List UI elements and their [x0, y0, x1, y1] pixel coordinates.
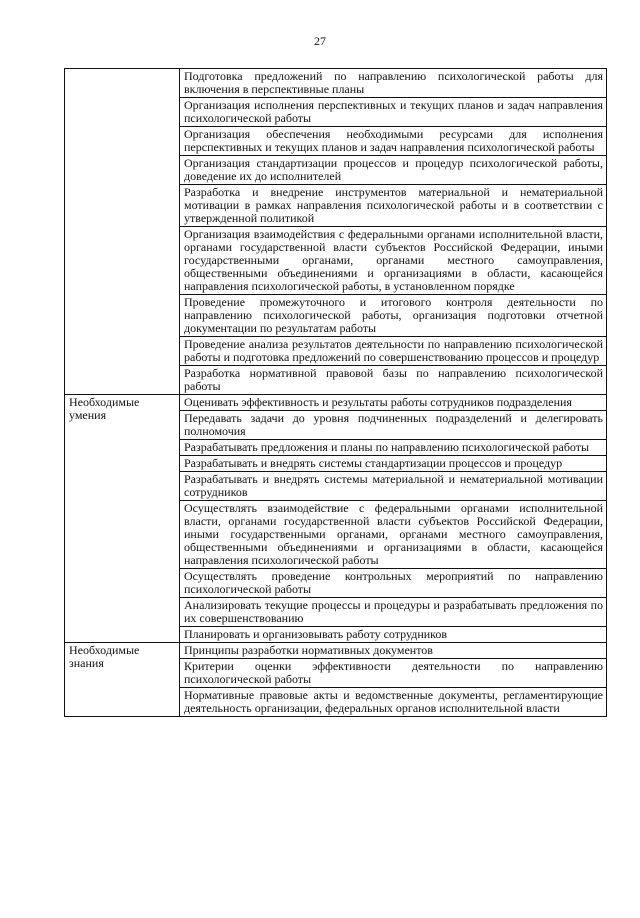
description-cell: Организация обеспечения необходимыми ресурсами для исполнения перспективных и текущих планов и задач направления психологической работы: [180, 127, 607, 156]
page-number: 27: [314, 34, 326, 48]
description-cell: Осуществлять проведение контрольных мероприятий по направлению психологической работы: [180, 569, 607, 598]
description-cell: Проведение промежуточного и итогового контроля деятельности по направлению психологической работы, организация подготовки отчетной документации по результатам работы: [180, 295, 607, 337]
table-row: [65, 395, 607, 411]
description-cell: Осуществлять взаимодействие с федеральными органами исполнительной власти, органами государственной власти субъектов Российской Федерации, иными государственными органами, органами местного самоуправления, общественными объединениями и организациями в области, касающейся направления психологической работы: [180, 501, 607, 569]
description-cell: Оценивать эффективность и результаты работы сотрудников подразделения: [180, 395, 607, 411]
qualification-table: [64, 68, 607, 717]
description-cell: Разработка и внедрение инструментов материальной и нематериальной мотивации в рамках направления психологической работы и в соответствии с утвержденной политикой: [180, 185, 607, 227]
description-cell: Разрабатывать и внедрять системы стандартизации процессов и процедур: [180, 456, 607, 472]
description-cell: Организация исполнения перспективных и текущих планов и задач направления психологической работы: [180, 98, 607, 127]
description-cell: Подготовка предложений по направлению психологической работы для включения в перспективные планы: [180, 69, 607, 98]
description-cell: Нормативные правовые акты и ведомственные документы, регламентирующие деятельность организации, федеральных органов исполнительной власти: [180, 688, 607, 717]
table-row: [65, 69, 607, 98]
description-cell: Принципы разработки нормативных документов: [180, 643, 607, 659]
section-label: Необходимые умения: [65, 395, 180, 643]
section-label: Необходимые знания: [65, 643, 180, 717]
section-label: [65, 69, 180, 395]
description-cell: Критерии оценки эффективности деятельности по направлению психологической работы: [180, 659, 607, 688]
description-cell: Передавать задачи до уровня подчиненных подразделений и делегировать полномочия: [180, 411, 607, 440]
description-cell: Проведение анализа результатов деятельности по направлению психологической работы и подготовка предложений по совершенствованию процессов и процедур: [180, 337, 607, 366]
description-cell: Организация стандартизации процессов и процедур психологической работы, доведение их до исполнителей: [180, 156, 607, 185]
description-cell: Разрабатывать предложения и планы по направлению психологической работы: [180, 440, 607, 456]
description-cell: Планировать и организовывать работу сотрудников: [180, 627, 607, 643]
description-cell: Разработка нормативной правовой базы по направлению психологической работы: [180, 366, 607, 395]
table-row: [65, 643, 607, 659]
description-cell: Разрабатывать и внедрять системы материальной и нематериальной мотивации сотрудников: [180, 472, 607, 501]
description-cell: Анализировать текущие процессы и процедуры и разрабатывать предложения по их совершенствованию: [180, 598, 607, 627]
description-cell: Организация взаимодействия с федеральными органами исполнительной власти, органами государственной власти субъектов Российской Федерации, иными государственными органами, органами местного самоуправления, общественными объединениями и организациями в области, касающейся направления психологической работы, в установленном порядке: [180, 227, 607, 295]
